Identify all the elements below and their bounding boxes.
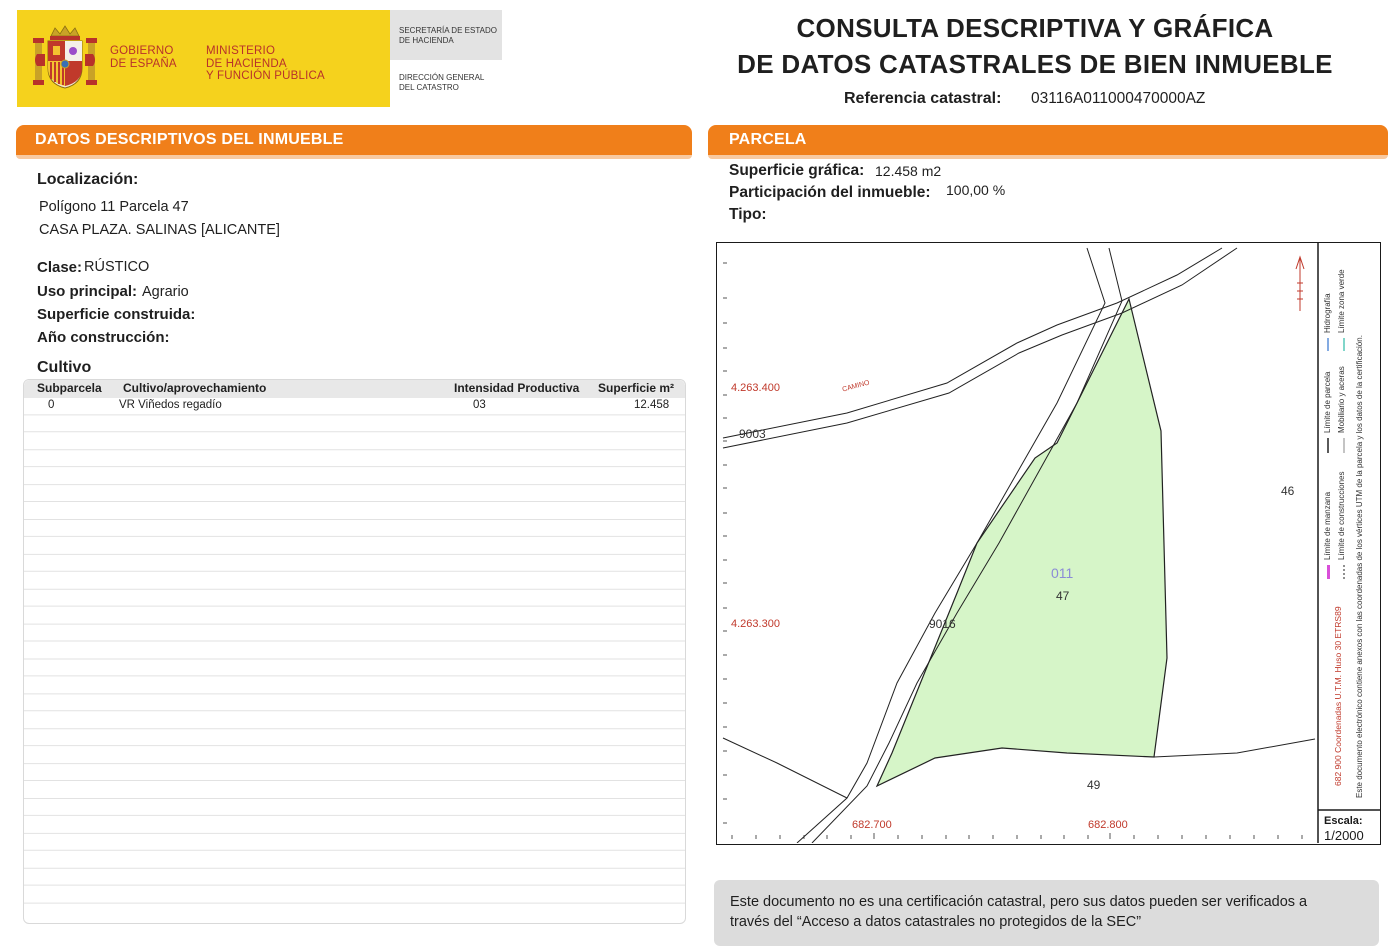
type-label: Tipo: — [729, 206, 767, 223]
road-label: CAMINO — [841, 379, 871, 394]
class-label: Clase: — [37, 259, 83, 276]
verification-notice — [714, 880, 1379, 946]
legend-green-zone: Límite zona verde — [1337, 269, 1346, 333]
legend-furniture: Mobiliario y aceras — [1337, 366, 1346, 433]
coat-of-arms-icon — [33, 24, 97, 92]
parcel-label-9016: 9016 — [929, 617, 956, 631]
cell-crop: VR Viñedos regadío — [119, 399, 222, 411]
legend-hydrography: Hidrografía — [1323, 293, 1332, 333]
cell-intensity: 03 — [473, 399, 486, 411]
crop-table-grid — [24, 380, 685, 923]
secretariat-box — [390, 10, 502, 60]
legend-coords: 682 900 Coordenadas U.T.M. Huso 30 ETRS89 — [1333, 606, 1343, 786]
parcel-label-46: 46 — [1281, 484, 1295, 498]
col-crop: Cultivo/aprovechamiento — [123, 381, 267, 395]
graphic-area-value: 12.458 m2 — [875, 163, 942, 179]
class-value: RÚSTICO — [84, 259, 150, 275]
cell-area: 12.458 — [634, 399, 670, 411]
cadastral-map — [716, 242, 1381, 845]
construction-year-label: Año construcción: — [37, 329, 170, 346]
cadastral-reference-value: 03116A011000470000AZ — [1031, 90, 1206, 107]
government-logo-block — [17, 10, 390, 107]
participation-value: 100,00 % — [946, 182, 1006, 198]
directorate-label: DIRECCIÓN GENERAL DEL CATASTRO — [399, 73, 485, 92]
legend-block-boundary: Límite de manzana — [1323, 491, 1332, 560]
legend-construction-boundary: Límite de construcciones — [1337, 471, 1346, 560]
col-subparcel: Subparcela — [37, 381, 102, 395]
map-canvas — [717, 243, 1380, 843]
secretariat-label: SECRETARÍA DE ESTADO DE HACIENDA — [399, 26, 497, 45]
utm-y-label-lower: 4.263.300 — [731, 618, 780, 630]
document-title-line1: CONSULTA DESCRIPTIVA Y GRÁFICA — [796, 13, 1274, 43]
participation-label: Participación del inmueble: — [729, 184, 931, 201]
crop-table-header — [24, 380, 685, 398]
legend-parcel-boundary: Límite de parcela — [1323, 371, 1332, 433]
scale-label: 1/2000 — [1324, 828, 1364, 843]
location-line2: CASA PLAZA. SALINAS [ALICANTE] — [39, 222, 280, 238]
parcel-label-47: 47 — [1056, 589, 1070, 603]
parcel-label-9003: 9003 — [739, 427, 766, 441]
parcel-section-header: PARCELA — [708, 125, 1388, 155]
utm-x-label-left: 682.700 — [852, 819, 892, 831]
main-use-value: Agrario — [142, 284, 189, 300]
col-area: Superficie m² — [598, 381, 675, 395]
notice-line2: través del “Acceso a datos catastrales no protegidos de la SEC” — [730, 914, 1142, 930]
ministry-label: MINISTERIO DE HACIENDA Y FUNCIÓN PÚBLICA — [206, 45, 325, 82]
polygon-label: 011 — [1051, 565, 1074, 581]
location-line1: Polígono 11 Parcela 47 — [39, 199, 189, 215]
col-intensity: Intensidad Productiva — [454, 381, 580, 395]
map-legend — [1321, 258, 1379, 798]
location-label: Localización: — [37, 171, 139, 188]
parcel-47-polygon — [877, 299, 1167, 786]
parcel-label-49: 49 — [1087, 778, 1101, 792]
legend-note: Este documento electrónico contiene anexos con las coordenadas de los vértices UTM de la parcela y los datos de la certificación. — [1355, 335, 1364, 798]
crop-table — [23, 379, 686, 924]
document-title-line2: DE DATOS CATASTRALES DE BIEN INMUEBLE — [737, 49, 1333, 79]
government-label: GOBIERNO DE ESPAÑA — [110, 45, 177, 70]
main-use-label: Uso principal: — [37, 283, 138, 300]
notice-line1: Este documento no es una certificación catastral, pero sus datos pueden ser verificados a — [730, 894, 1308, 910]
utm-x-label-right: 682.800 — [1088, 819, 1128, 831]
utm-y-label-upper: 4.263.400 — [731, 382, 780, 394]
cell-subparcel: 0 — [48, 399, 55, 411]
north-arrow-icon — [1296, 257, 1304, 311]
scale-title: Escala: — [1324, 815, 1363, 827]
graphic-area-label: Superficie gráfica: — [729, 162, 865, 179]
crop-section-title: Cultivo — [37, 359, 92, 376]
descriptive-section-header: DATOS DESCRIPTIVOS DEL INMUEBLE — [16, 125, 692, 155]
cadastral-reference-label: Referencia catastral: — [844, 90, 1002, 107]
built-area-label: Superficie construida: — [37, 306, 196, 323]
